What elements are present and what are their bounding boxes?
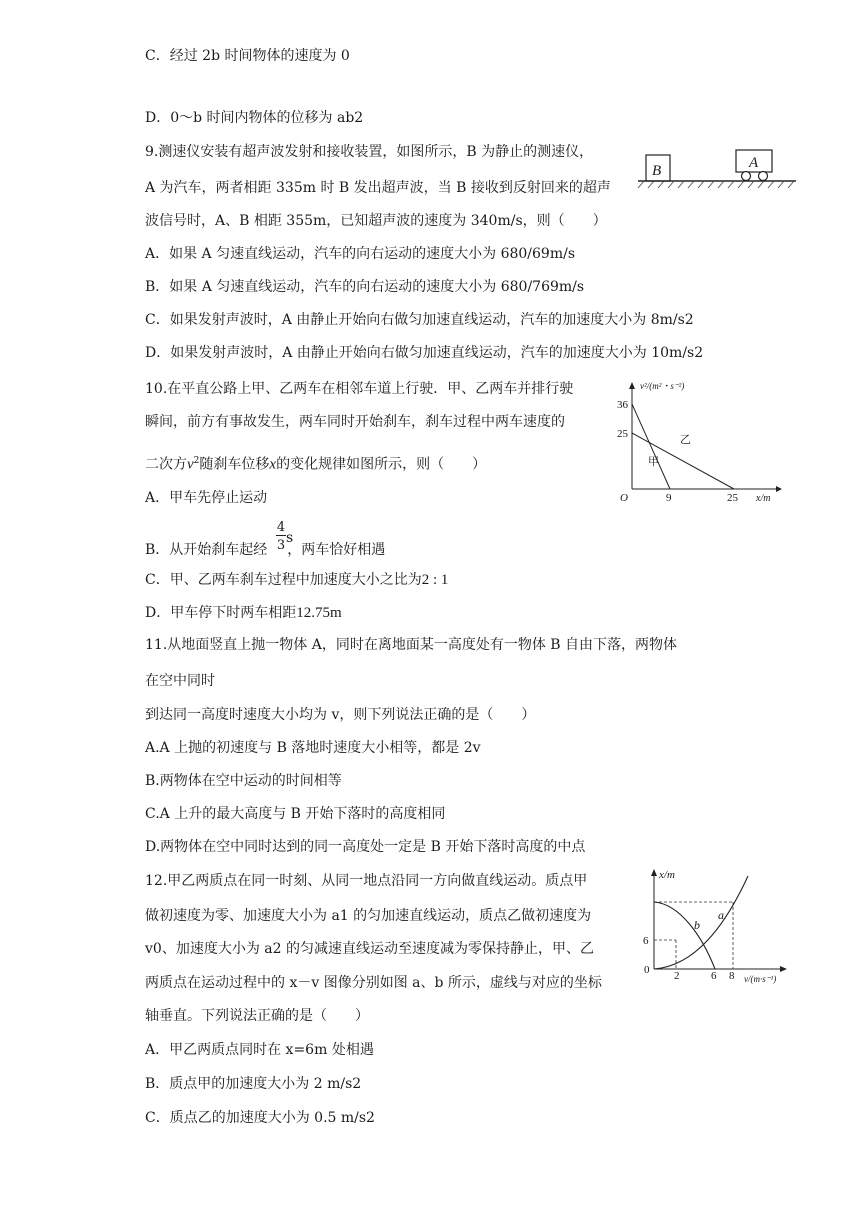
q11-option-a: A.A 上抛的初速度与 B 落地时速度大小相等，都是 2v	[145, 740, 481, 756]
graph-y-axis-label: v²/(m²・s⁻²)	[640, 381, 685, 391]
q10-fraction-denominator: 3	[276, 538, 286, 553]
fig-label-b: B	[652, 163, 662, 179]
fig-label-a: A	[749, 155, 759, 171]
q12-stem-line-4: 两质点在运动过程中的 x－v 图像分别如图 a、b 所示，虚线与对应的坐标	[145, 975, 602, 991]
q12-stem-line-1: 12.甲乙两质点在同一时刻、从同一地点沿同一方向做直线运动。质点甲	[145, 873, 588, 889]
graph-x-tick-6: 6	[711, 970, 717, 982]
q12-option-c: C．质点乙的加速度大小为 0.5 m/s2	[145, 1110, 375, 1126]
series-jia-line	[632, 404, 670, 489]
q8-option-c: C．经过 2b 时间物体的速度为 0	[145, 48, 350, 64]
graph-origin: O	[620, 492, 628, 504]
q10-fraction-unit: s	[286, 530, 294, 546]
q12-stem-line-5: 轴垂直。下列说法正确的是（ ）	[145, 1008, 369, 1024]
graph-y-axis-label: x/m	[659, 869, 675, 881]
graph-origin: 0	[644, 964, 650, 976]
q10-v2-x-graph	[614, 377, 784, 505]
graph-y-tick-6: 6	[643, 935, 649, 947]
q9-figure	[636, 145, 800, 190]
q10-fraction-bar	[276, 535, 286, 536]
car-a-wheel-left	[742, 172, 751, 181]
q11-stem-line-2: 在空中同时	[145, 673, 215, 689]
q11-option-c: C.A 上升的最大高度与 B 开始下落时的高度相同	[145, 806, 446, 822]
q10-stem-line-2: 瞬间，前方有事故发生，两车同时开始刹车，刹车过程中两车速度的	[145, 414, 565, 430]
q8-option-d: D．0～b 时间内物体的位移为 ab2	[145, 110, 364, 126]
curve-a	[654, 876, 748, 969]
q11-option-b: B.两物体在空中运动的时间相等	[145, 773, 342, 789]
q9-option-a: A．如果 A 匀速直线运动，汽车的向右运动的速度大小为 680/69m/s	[145, 246, 575, 262]
q12-option-b: B．质点甲的加速度大小为 2 m/s2	[145, 1076, 362, 1092]
series-jia-label: 甲	[648, 456, 659, 468]
graph-y-tick-25: 25	[617, 428, 628, 440]
q11-stem-line-3: 到达同一高度时速度大小均为 v，则下列说法正确的是（ ）	[145, 707, 536, 723]
q11-option-d: D.两物体在空中同时达到的同一高度处一定是 B 开始下落时高度的中点	[145, 839, 586, 855]
q12-option-a: A．甲乙两质点同时在 x=6m 处相遇	[145, 1042, 374, 1058]
q10-stem-line-3: 二次方$v^2$随刹车位移x的变化规律如图所示，则（ ）	[145, 456, 487, 473]
q12-stem-line-2: 做初速度为零、加速度大小为 a1 的匀加速直线运动，质点乙做初速度为	[145, 908, 592, 924]
graph-y-tick-36: 36	[617, 399, 628, 411]
q10-stem-line-1: 10.在平直公路上甲、乙两车在相邻车道上行驶．甲、乙两车并排行驶	[145, 381, 574, 397]
q9-stem-line-1: 9.测速仪安装有超声波发射和接收装置，如图所示，B 为静止的测速仪，	[145, 144, 594, 160]
series-yi-label: 乙	[680, 434, 691, 446]
q9-stem-line-3: 波信号时，A、B 相距 355m，已知超声波的速度为 340m/s，则（ ）	[145, 213, 607, 229]
q10-option-d: D．甲车停下时两车相距12.75m	[145, 605, 342, 621]
q10-option-a: A．甲车先停止运动	[145, 490, 268, 506]
graph-x-tick-8: 8	[729, 970, 735, 982]
q10-fraction-numerator: 4	[276, 520, 286, 535]
graph-x-tick-9: 9	[666, 492, 672, 504]
q10-option-b: B．从开始刹车起经 ，两车恰好相遇	[145, 542, 386, 558]
q10-option-c: C．甲、乙两车刹车过程中加速度大小之比为2 : 1	[145, 572, 449, 588]
graph-x-tick-2: 2	[674, 970, 680, 982]
graph-x-tick-25: 25	[727, 492, 738, 504]
car-a-wheel-right	[759, 172, 768, 181]
q9-option-b: B．如果 A 匀速直线运动，汽车的向右运动的速度大小为 680/769m/s	[145, 279, 585, 295]
q9-option-d: D．如果发射声波时，A 由静止开始向右做匀加速直线运动，汽车的加速度大小为 10m/s2	[145, 345, 704, 361]
graph-x-axis-label: v/(m·s⁻¹)	[744, 974, 777, 984]
q12-x-v-graph	[640, 866, 792, 984]
q11-stem-line-1: 11.从地面竖直上抛一物体 A，同时在离地面某一高度处有一物体 B 自由下落，两物体	[145, 637, 678, 653]
curve-b-label: b	[694, 918, 700, 932]
graph-x-axis-label: x/m	[756, 493, 771, 504]
q12-stem-line-3: v0、加速度大小为 a2 的匀减速直线运动至速度减为零保持静止，甲、乙	[145, 941, 594, 957]
q9-option-c: C．如果发射声波时，A 由静止开始向右做匀加速直线运动，汽车的加速度大小为 8m/s2	[145, 312, 694, 328]
curve-a-label: a	[718, 908, 724, 922]
q9-stem-line-2: A 为汽车，两者相距 335m 时 B 发出超声波，当 B 接收到反射回来的超声	[145, 180, 611, 196]
